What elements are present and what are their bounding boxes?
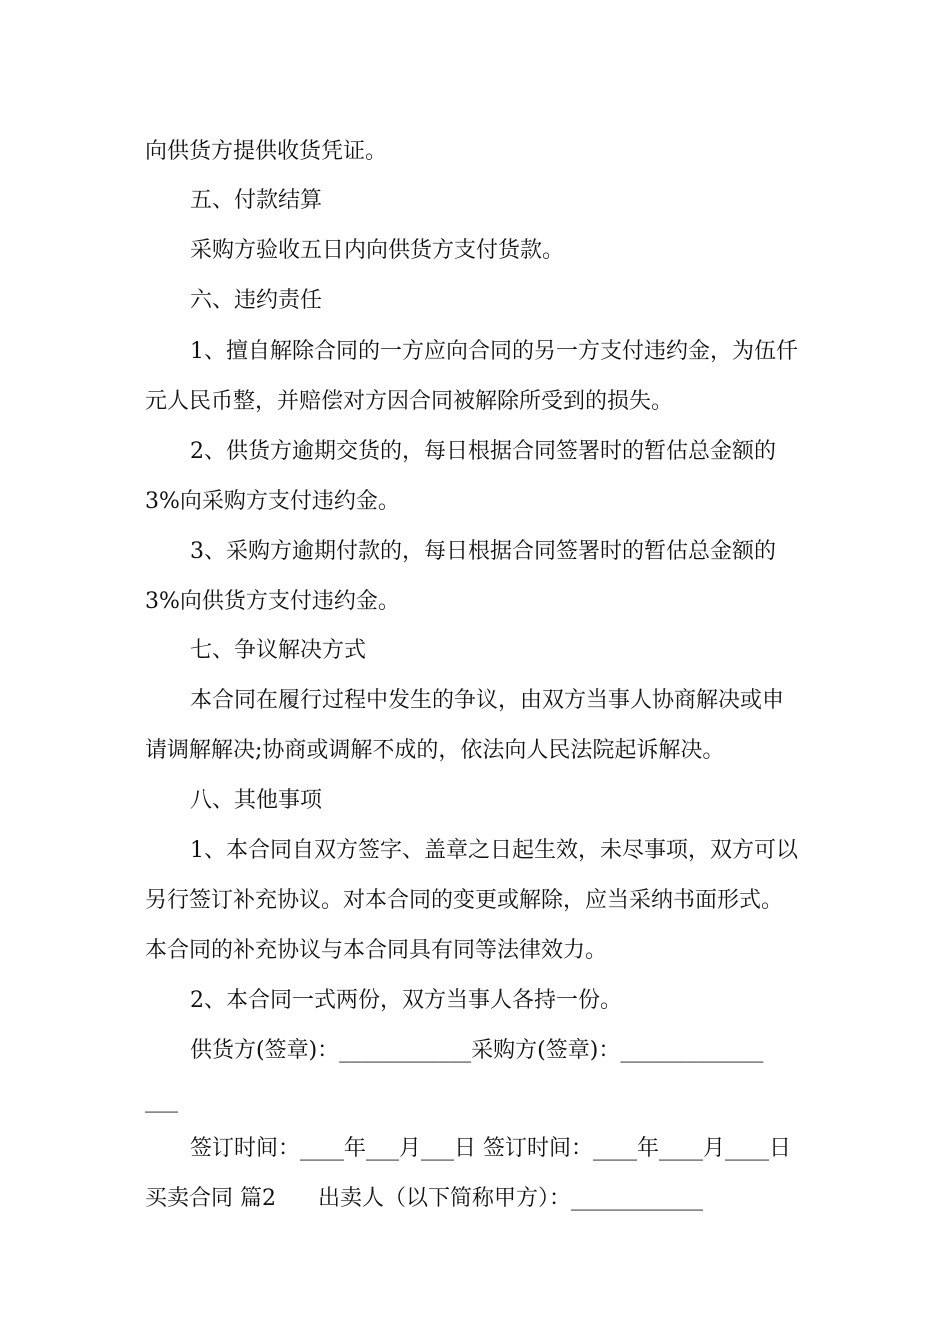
section-heading: 七、争议解决方式 [190,638,367,663]
text-line: 本合同的补充协议与本合同具有同等法律效力。 [145,938,608,963]
signing-date-line: 签订时间：____年___月___日 签订时间：____年____月____日 [190,1136,791,1161]
text-line: 采购方验收五日内向供货方支付货款。 [190,238,565,263]
text-line: 1、本合同自双方签字、盖章之日起生效，未尽事项，双方可以 [190,838,798,863]
text-line: 本合同在履行过程中发生的争议，由双方当事人协商解决或申 [190,688,785,713]
text-line: 2、本合同一式两份，双方当事人各持一份。 [190,988,622,1013]
text-line: 另行签订补充协议。对本合同的变更或解除，应当采纳书面形式。 [145,888,784,913]
signature-line-continued: ___ [145,1088,178,1113]
section-heading: 六、违约责任 [190,288,323,313]
text-line: 元人民币整，并赔偿对方因合同被解除所受到的损失。 [145,389,674,414]
section-heading: 五、付款结算 [190,188,323,213]
section-heading: 八、其他事项 [190,788,323,813]
text-line: 3%向采购方支付违约金。 [145,489,400,514]
text-line: 3%向供货方支付违约金。 [145,589,400,614]
text-line: 3、采购方逾期付款的，每日根据合同签署时的暂估总金额的 [190,539,776,564]
signature-line: 供货方(签章)：____________采购方(签章)：_____________ [190,1038,764,1063]
contract-title-line: 买卖合同 篇2 出卖人（以下简称甲方）：____________ [145,1186,703,1211]
text-line: 1、擅自解除合同的一方应向合同的另一方支付违约金，为伍仟 [190,339,798,364]
text-line: 2、供货方逾期交货的，每日根据合同签署时的暂估总金额的 [190,439,776,464]
text-line: 向供货方提供收货凭证。 [145,139,388,164]
text-line: 请调解解决;协商或调解不成的，依法向人民法院起诉解决。 [145,738,725,763]
